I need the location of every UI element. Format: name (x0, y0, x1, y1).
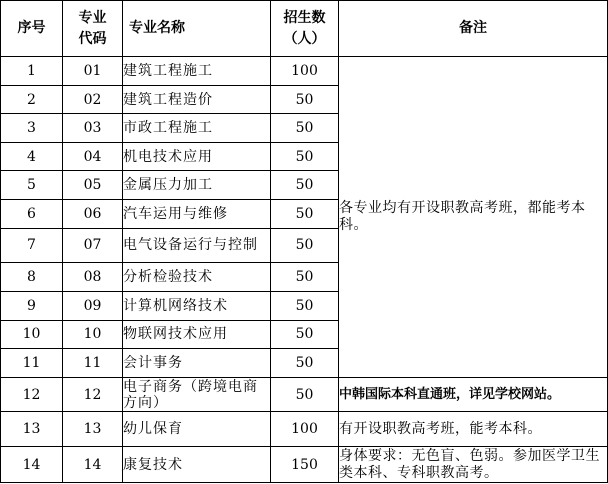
seq-cell: 1 (1, 57, 63, 86)
code-cell: 10 (63, 320, 123, 349)
header-row (1, 1, 608, 57)
count-cell: 50 (271, 85, 339, 114)
header-remark: 备注 (339, 1, 608, 57)
seq-cell: 13 (1, 412, 63, 447)
table-row (1, 377, 608, 412)
seq-cell: 4 (1, 142, 63, 171)
count-cell: 50 (271, 228, 339, 263)
header-seq: 序号 (1, 1, 63, 57)
header-code-line1: 专业 (78, 9, 107, 26)
code-cell: 02 (63, 85, 123, 114)
name-cell: 电子商务（跨境电商方向） (123, 377, 271, 412)
header-code-line2: 代码 (78, 30, 107, 47)
code-cell: 11 (63, 349, 123, 378)
name-cell: 康复技术 (123, 447, 271, 483)
count-cell: 50 (271, 142, 339, 171)
seq-cell: 11 (1, 349, 63, 378)
count-cell: 50 (271, 114, 339, 143)
code-cell: 05 (63, 171, 123, 200)
name-cell: 物联网技术应用 (123, 320, 271, 349)
count-cell: 50 (271, 349, 339, 378)
name-cell: 机电技术应用 (123, 142, 271, 171)
seq-cell: 3 (1, 114, 63, 143)
code-cell: 09 (63, 291, 123, 320)
table-row (1, 447, 608, 483)
table-row (1, 412, 608, 447)
remark-cell-12: 中韩国际本科直通班，详见学校网站。 (339, 377, 608, 412)
code-cell: 14 (63, 447, 123, 483)
name-cell: 计算机网络技术 (123, 291, 271, 320)
count-cell: 50 (271, 291, 339, 320)
code-cell: 03 (63, 114, 123, 143)
header-count-line2: （人） (283, 30, 326, 47)
count-cell: 50 (271, 377, 339, 412)
seq-cell: 2 (1, 85, 63, 114)
seq-cell: 9 (1, 291, 63, 320)
seq-cell: 10 (1, 320, 63, 349)
name-cell: 电气设备运行与控制 (123, 228, 271, 263)
count-cell: 100 (271, 57, 339, 86)
header-count (271, 1, 339, 57)
remark-cell-group: 各专业均有开设职教高考班，都能考本科。 (339, 57, 608, 378)
count-cell: 50 (271, 320, 339, 349)
code-cell: 12 (63, 377, 123, 412)
seq-cell: 5 (1, 171, 63, 200)
count-cell: 50 (271, 171, 339, 200)
count-cell: 150 (271, 447, 339, 483)
seq-cell: 12 (1, 377, 63, 412)
name-cell: 建筑工程造价 (123, 85, 271, 114)
header-code (63, 1, 123, 57)
name-cell: 金属压力加工 (123, 171, 271, 200)
seq-cell: 7 (1, 228, 63, 263)
name-cell: 汽车运用与维修 (123, 200, 271, 229)
table-row (1, 57, 608, 86)
name-cell: 会计事务 (123, 349, 271, 378)
code-cell: 08 (63, 263, 123, 292)
seq-cell: 8 (1, 263, 63, 292)
code-cell: 04 (63, 142, 123, 171)
header-name: 专业名称 (123, 1, 271, 57)
name-cell: 分析检验技术 (123, 263, 271, 292)
code-cell: 13 (63, 412, 123, 447)
count-cell: 100 (271, 412, 339, 447)
seq-cell: 6 (1, 200, 63, 229)
code-cell: 01 (63, 57, 123, 86)
remark-cell-13: 有开设职教高考班，能考本科。 (339, 412, 608, 447)
count-cell: 50 (271, 200, 339, 229)
name-cell: 幼儿保育 (123, 412, 271, 447)
seq-cell: 14 (1, 447, 63, 483)
remark-cell-14: 身体要求：无色盲、色弱。参加医学卫生类本科、专科职教高考。 (339, 447, 608, 483)
name-cell: 建筑工程施工 (123, 57, 271, 86)
code-cell: 06 (63, 200, 123, 229)
count-cell: 50 (271, 263, 339, 292)
code-cell: 07 (63, 228, 123, 263)
header-count-line1: 招生数 (283, 9, 326, 26)
name-cell: 市政工程施工 (123, 114, 271, 143)
